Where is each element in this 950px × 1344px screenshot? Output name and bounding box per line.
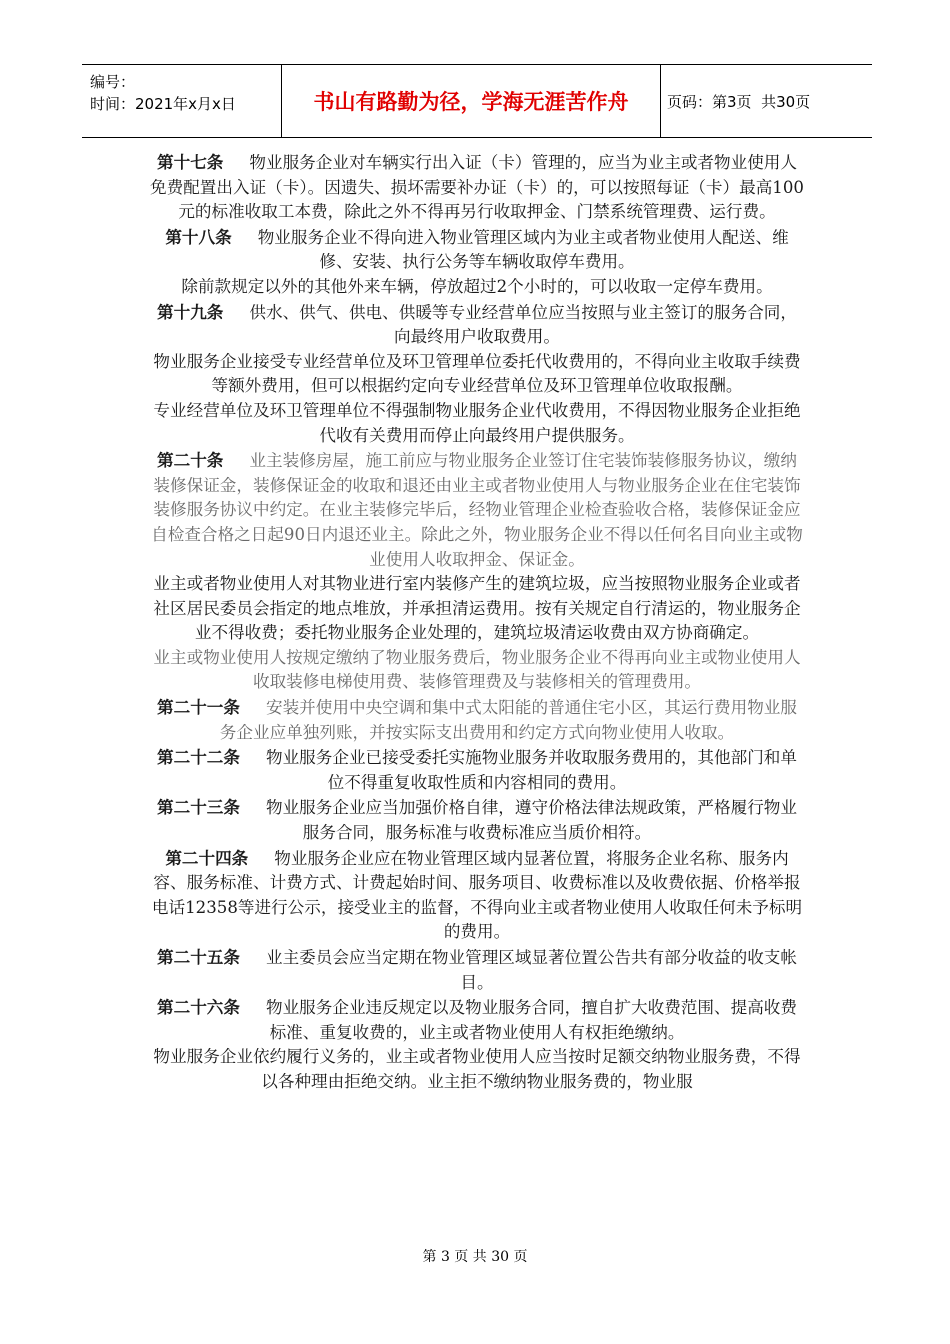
paragraph-text: 安装并使用中央空调和集中式太阳能的普通住宅小区，其运行费用物业服务企业应单独列账，并按实际支出费用和约定方式向物业使用人收取。: [219, 698, 797, 742]
paragraph-art21: [150, 695, 804, 745]
article-number: 第二十二条: [157, 747, 240, 768]
paragraph-art19-3: [150, 399, 804, 448]
header-motto: 书山有路勤为径，学海无涯苦作舟: [282, 65, 661, 137]
article-number: 第二十一条: [157, 697, 240, 718]
paragraph-art22: [150, 745, 804, 795]
header-page-label: 页码：第3页 共30页: [667, 92, 811, 111]
paragraph-text: 物业服务企业依约履行义务的，业主或者物业使用人应当按时足额交纳物业服务费，不得以各种理由拒绝交纳。业主拒不缴纳物业服务费的，物业服: [153, 1047, 801, 1091]
paragraph-text: 业主委员会应当定期在物业管理区域显著位置公告共有部分收益的收支帐目。: [265, 948, 797, 992]
paragraph-art19-2: [150, 350, 804, 399]
document-date-label: 时间：2021年x月x日: [90, 95, 236, 113]
paragraph-text: 物业服务企业不得向进入物业管理区域内为业主或者物业使用人配送、维修、安装、执行公务等车辆收取停车费用。: [257, 227, 789, 272]
article-number: 第二十四条: [165, 847, 249, 868]
paragraph-art23: [150, 795, 804, 845]
paragraph-text: 除前款规定以外的其他外来车辆，停放超过2个小时的，可以收取一定停车费用。: [181, 276, 773, 296]
article-number: 第十八条: [165, 226, 232, 247]
article-number: 第二十五条: [157, 947, 240, 967]
paragraph-text: 物业服务企业已接受委托实施物业服务并收取服务费用的，其他部门和单位不得重复收取性质和内容相同的费用。: [265, 748, 797, 792]
paragraph-text: 业主或者物业使用人对其物业进行室内装修产生的建筑垃圾，应当按照物业服务企业或者社区居民委员会指定的地点堆放，并承担清运费用。按有关规定自行清运的，物业服务企业不得收费；委托物业服务企业处理的，建筑垃圾清运收费由双方协商确定。: [153, 574, 801, 643]
paragraph-text: 物业服务企业违反规定以及物业服务合同，擅自扩大收费范围、提高收费标准、重复收费的，业主或者物业使用人有权拒绝缴纳。: [265, 998, 797, 1042]
document-body: [150, 150, 804, 1095]
header-page-cell: [661, 65, 872, 137]
paragraph-text: 业主或物业使用人按规定缴纳了物业服务费后，物业服务企业不得再向业主或物业使用人收取装修电梯使用费、装修管理费及与装修相关的管理费用。: [153, 647, 801, 692]
paragraph-art25: [150, 945, 804, 995]
article-number: 第十七条: [157, 152, 224, 172]
article-number: 第十九条: [157, 301, 224, 322]
paragraph-art17: [150, 150, 804, 225]
document-number-label: 编号：: [90, 73, 136, 91]
article-number: 第二十六条: [157, 997, 240, 1018]
paragraph-art26-2: [150, 1045, 804, 1094]
paragraph-art26: [150, 995, 804, 1045]
article-number: 第二十三条: [157, 797, 240, 818]
paragraph-art20: [150, 448, 804, 572]
paragraph-art18-2: [150, 275, 804, 300]
paragraph-art20-3: [150, 646, 804, 695]
paragraph-art19: [150, 300, 804, 350]
paragraph-text: 业主装修房屋，施工前应与物业服务企业签订住宅装饰装修服务协议，缴纳装修保证金，装修保证金的收取和退还由业主或者物业使用人与物业服务企业在住宅装饰装修服务协议中约定。在业主装修完毕后，经物业管理企业检查验收合格，装修保证金应自检查合格之日起90日内退还业主。除此之外，物业服务企业不得以任何名目向业主或物业使用人收取押金、保证金。: [151, 451, 803, 569]
paragraph-art24: [150, 846, 804, 945]
header-table: [82, 64, 872, 138]
paragraph-art20-2: [150, 572, 804, 646]
article-number: 第二十条: [157, 450, 224, 471]
paragraph-text: 供水、供气、供电、供暖等专业经营单位应当按照与业主签订的服务合同，向最终用户收取费用。: [249, 302, 797, 347]
header-meta-cell: [82, 65, 282, 137]
paragraph-text: 物业服务企业应当加强价格自律，遵守价格法律法规政策，严格履行物业服务合同，服务标准与收费标准应当质价相符。: [265, 798, 797, 843]
paragraph-text: 物业服务企业应在物业管理区域内显著位置，将服务企业名称、服务内容、服务标准、计费方式、计费起始时间、服务项目、收费标准以及收费依据、价格举报电话12358等进行公示，接受业主的监督，不得向业主或者物业使用人收取任何未予标明的费用。: [151, 848, 803, 942]
paragraph-text: 专业经营单位及环卫管理单位不得强制物业服务企业代收费用，不得因物业服务企业拒绝代收有关费用而停止向最终用户提供服务。: [153, 400, 801, 445]
paragraph-art18: [150, 225, 804, 275]
paragraph-text: 物业服务企业接受专业经营单位及环卫管理单位委托代收费用的，不得向业主收取手续费等额外费用，但可以根据约定向专业经营单位及环卫管理单位收取报酬。: [153, 351, 801, 396]
paragraph-text: 物业服务企业对车辆实行出入证（卡）管理的，应当为业主或者物业使用人免费配置出入证（卡）。因遗失、损坏需要补办证（卡）的，可以按照每证（卡）最高100元的标准收取工本费，除此之外不得再另行收取押金、门禁系统管理费、运行费。: [150, 153, 804, 222]
page-footer: 第 3 页 共 30 页: [422, 1249, 528, 1265]
